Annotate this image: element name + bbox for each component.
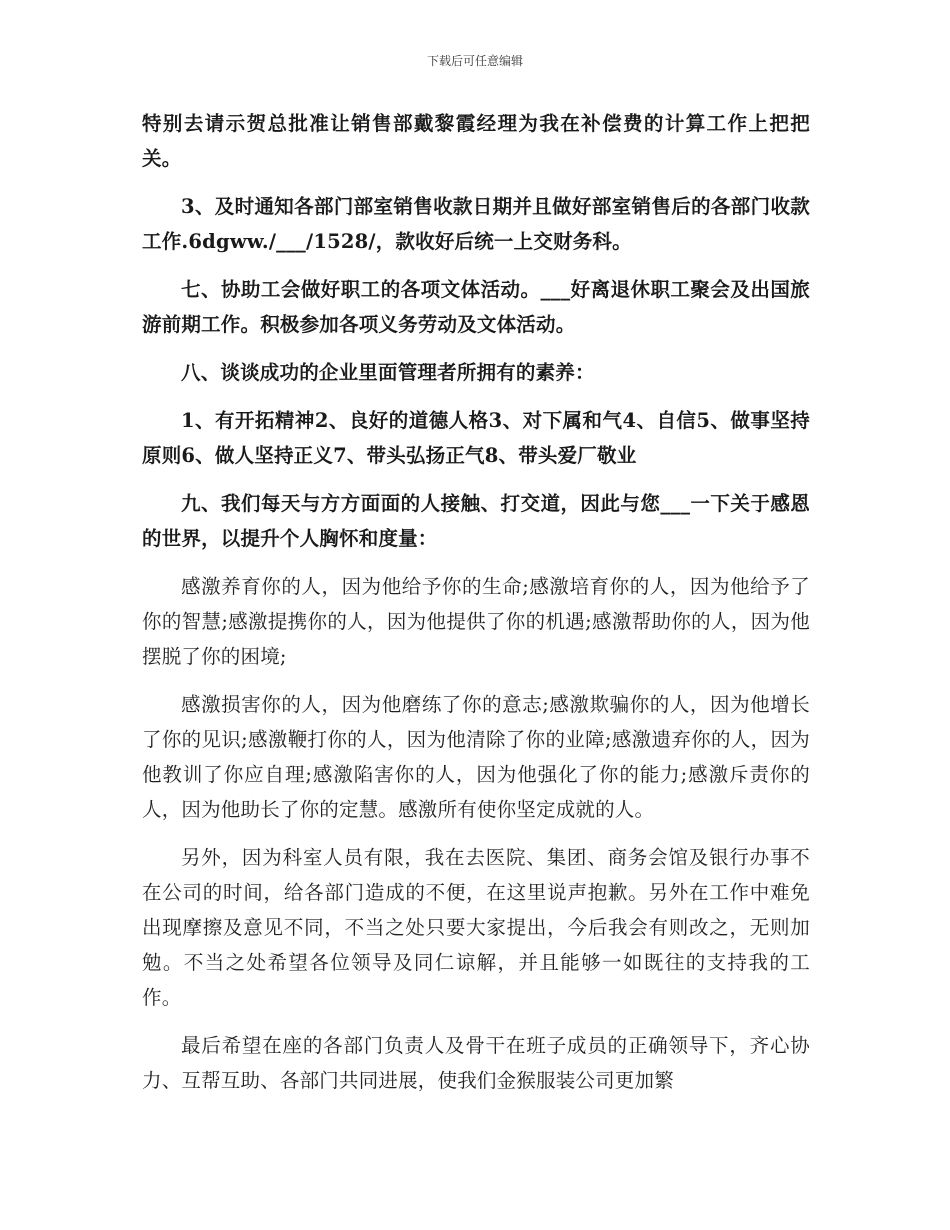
paragraph-10: 最后希望在座的各部门负责人及骨干在班子成员的正确领导下，齐心协力、互帮互助、各部门共同进展，使我们金猴服装公司更加繁	[142, 1034, 810, 1092]
paragraph-9: 另外，因为科室人员有限，我在去医院、集团、商务会馆及银行办事不在公司的时间，给各部门造成的不便，在这里说声抱歉。另外在工作中难免出现摩擦及意见不同，不当之处只要大家提出，今后我会有则改之，无则加勉。不当之处希望各位领导及同仁谅解，并且能够一如既往的支持我的工作。	[142, 846, 810, 1009]
paragraph-5: 1、有开拓精神2、良好的道德人格3、对下属和气4、自信5、做事坚持原则6、做人坚持正义7、带头弘扬正气8、带头爱厂敬业	[142, 409, 810, 467]
paragraph-4: 八、谈谈成功的企业里面管理者所拥有的素养：	[181, 361, 595, 384]
document-body	[142, 106, 810, 1111]
paragraph-2: 3、及时通知各部门部室销售收款日期并且做好部室销售后的各部门收款工作.6dgww./___/1528/，款收好后统一上交财务科。	[142, 195, 810, 253]
paragraph-6: 九、我们每天与方方面面的人接触、打交道，因此与您___一下关于感恩的世界，以提升个人胸怀和度量：	[142, 492, 810, 550]
paragraph-8: 感激损害你的人，因为他磨练了你的意志;感激欺骗你的人，因为他增长了你的见识;感激鞭打你的人，因为他清除了你的业障;感激遗弃你的人，因为他教训了你应自理;感激陷害你的人，因为他强化了你的能力;感激斥责你的人，因为他助长了你的定慧。感激所有使你坚定成就的人。	[142, 693, 810, 821]
paragraph-1: 特别去请示贺总批准让销售部戴黎霞经理为我在补偿费的计算工作上把把关。	[142, 112, 810, 170]
paragraph-7: 感激养育你的人，因为他给予你的生命;感激培育你的人，因为他给予了你的智慧;感激提携你的人，因为他提供了你的机遇;感激帮助你的人，因为他摆脱了你的困境;	[142, 575, 810, 668]
page-header-note: 下载后可任意编辑	[426, 54, 523, 68]
paragraph-3: 七、协助工会做好职工的各项文体活动。___好离退休职工聚会及出国旅游前期工作。积极参加各项义务劳动及文体活动。	[142, 278, 810, 336]
